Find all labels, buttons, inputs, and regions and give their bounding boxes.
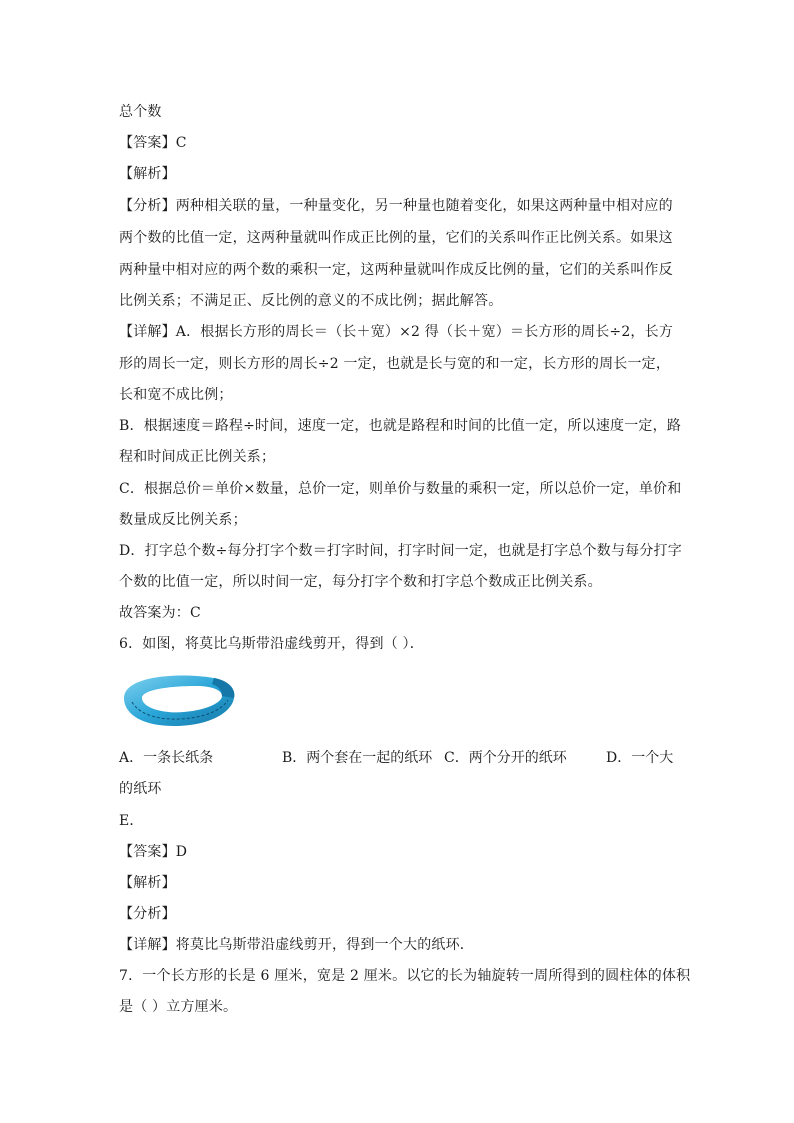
text-line: 长和宽不成比例；: [119, 387, 233, 403]
text-line: 故答案为：C: [119, 605, 201, 621]
text-line: 【详解】A．根据长方形的周长＝（长＋宽）×2 得（长＋宽）＝长方形的周长÷2，长方: [119, 324, 674, 340]
text-line: D．打字总个数÷每分打字个数＝打字时间，打字时间一定，也就是打字总个数与每分打字: [119, 543, 682, 559]
text-line: 数量成反比例关系；: [119, 512, 247, 528]
text-line: 【详解】将莫比乌斯带沿虚线剪开，得到一个大的纸环．: [119, 937, 474, 953]
text-line: 【分析】两种相关联的量，一种量变化，另一种量也随着变化，如果这两种量中相对应的: [119, 198, 673, 214]
text-line: 两个数的比值一定，这两种量就叫作成正比例的量，它们的关系叫作正比例关系。如果这: [119, 230, 673, 246]
answer-label: 【答案】C: [119, 135, 187, 151]
option-c: C．两个分开的纸环: [444, 750, 567, 766]
text-line: B．根据速度＝路程÷时间，速度一定，也就是路程和时间的比值一定，所以速度一定，路: [119, 418, 682, 434]
question-7: 7．一个长方形的长是 6 厘米，宽是 2 厘米。以它的长为轴旋转一周所得到的圆柱体的体积: [119, 968, 691, 984]
answer-label: 【答案】D: [119, 844, 188, 860]
text-line: 形的周长一定，则长方形的周长÷2 一定，也就是长与宽的和一定，长方形的周长一定，: [119, 356, 671, 372]
text-line: 是（ ）立方厘米。: [119, 999, 238, 1015]
text-line: 程和时间成正比例关系；: [119, 449, 276, 465]
text-line: 两种量中相对应的两个数的乘积一定，这两种量就叫作成反比例的量，它们的关系叫作反: [119, 262, 673, 278]
text-line: 总个数: [119, 104, 162, 120]
text-line: 比例关系；不满足正、反比例的意义的不成比例；据此解答。: [119, 293, 503, 309]
text-line: C．根据总价＝单价×数量，总价一定，则单价与数量的乘积一定，所以总价一定，单价和: [119, 481, 682, 497]
text-line: 个数的比值一定，所以时间一定，每分打字个数和打字总个数成正比例关系。: [119, 574, 602, 590]
analysis-label: 【解析】: [119, 875, 176, 891]
text-line: 【分析】: [119, 906, 176, 922]
option-d: D．一个大: [606, 750, 674, 766]
question-6: 6．如图，将莫比乌斯带沿虚线剪开，得到（ ）．: [119, 636, 424, 652]
mobius-strip-image: [118, 668, 238, 730]
analysis-label: 【解析】: [119, 166, 176, 182]
option-d-continued: 的纸环: [119, 781, 162, 797]
option-e: E．: [119, 813, 144, 829]
option-a: A．一条长纸条: [119, 750, 214, 766]
option-b: B．两个套在一起的纸环: [282, 750, 433, 766]
